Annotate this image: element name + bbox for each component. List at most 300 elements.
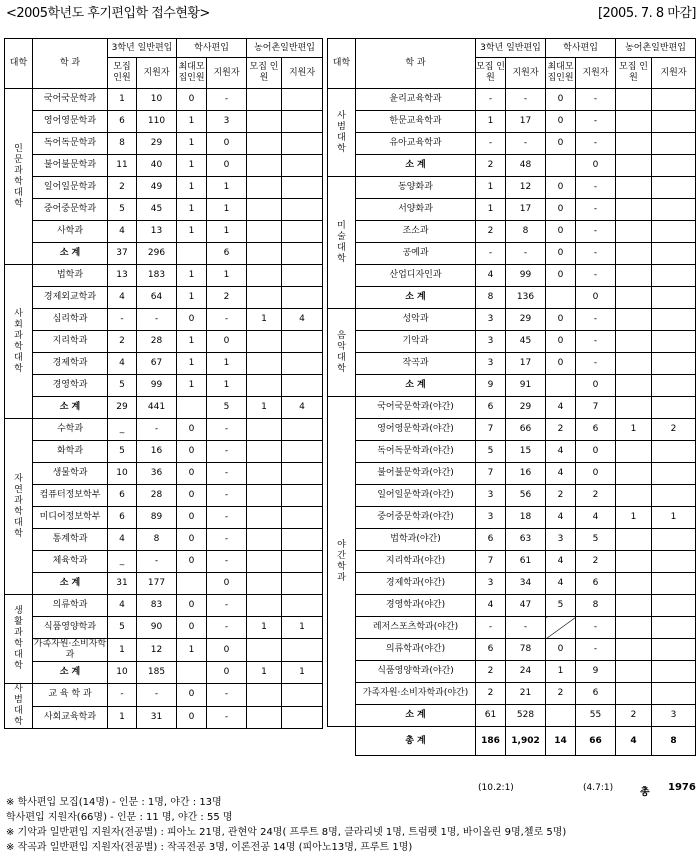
value-cell: - <box>576 221 616 243</box>
dept-cell: 소 계 <box>356 287 476 309</box>
grand-total-value: 1,902 <box>506 727 546 756</box>
group-header: 3학년 일반편입 <box>108 39 177 58</box>
note-line: ※ 작곡과 일반편입 지원자(전공별) : 작곡전공 3명, 이론전공 14명 (피아노13명, 프루트 1명) <box>6 842 413 853</box>
dept-cell: 국어국문학과(야간) <box>356 397 476 419</box>
value-cell <box>616 595 652 617</box>
value-cell: _ <box>108 551 137 573</box>
value-cell <box>616 617 652 639</box>
table-row <box>5 155 323 177</box>
value-cell <box>282 573 323 595</box>
value-cell: - <box>506 617 546 639</box>
table-row <box>328 287 696 309</box>
table-row <box>328 199 696 221</box>
value-cell <box>282 463 323 485</box>
value-cell: 1 <box>108 706 137 729</box>
value-cell: - <box>137 684 177 707</box>
dept-cell: 중어중문학과(야간) <box>356 507 476 529</box>
dept-cell: 소 계 <box>356 705 476 727</box>
college-char: 회 <box>14 319 23 330</box>
value-cell <box>282 199 323 221</box>
value-cell: 1 <box>616 507 652 529</box>
college-cell <box>5 89 33 265</box>
value-cell: 6 <box>476 397 506 419</box>
value-cell: 0 <box>576 441 616 463</box>
value-cell: 4 <box>282 309 323 331</box>
college-char: 사 <box>14 684 23 694</box>
college-char: 과 <box>14 628 23 638</box>
value-cell: 10 <box>108 662 137 684</box>
table-row <box>328 463 696 485</box>
college-char: 대 <box>337 242 346 253</box>
notes <box>6 795 566 855</box>
dept-cell: 독어독문학과(야간) <box>356 441 476 463</box>
value-cell: - <box>207 617 247 639</box>
table-row <box>328 221 696 243</box>
quota-header: 모집 인원 <box>108 58 137 89</box>
dept-cell: 가족자원·소비자학과 <box>33 639 107 660</box>
table-row <box>5 662 323 684</box>
value-cell <box>616 177 652 199</box>
value-cell <box>247 639 282 662</box>
value-cell: 2 <box>546 419 576 441</box>
value-cell <box>616 243 652 265</box>
table-row <box>328 133 696 155</box>
value-cell: 28 <box>137 331 177 353</box>
value-cell: - <box>207 684 247 707</box>
table-row <box>328 375 696 397</box>
value-cell: 1 <box>177 155 207 177</box>
value-cell <box>652 177 696 199</box>
value-cell <box>282 331 323 353</box>
value-cell: 1 <box>207 221 247 243</box>
college-cell <box>328 397 356 727</box>
value-cell: 0 <box>177 463 207 485</box>
value-cell: - <box>476 243 506 265</box>
college-char: 과 <box>14 495 23 506</box>
value-cell: 185 <box>137 662 177 684</box>
value-cell: 6 <box>576 683 616 705</box>
value-cell <box>247 441 282 463</box>
value-cell <box>247 375 282 397</box>
value-cell: 10 <box>137 89 177 111</box>
college-char: 술 <box>337 231 346 242</box>
dept-cell: 공예과 <box>356 243 476 265</box>
college-cell <box>328 309 356 397</box>
dept-cell: 서양화과 <box>356 199 476 221</box>
value-cell: 48 <box>506 155 546 177</box>
value-cell: 4 <box>546 573 576 595</box>
college-cell <box>5 595 33 684</box>
group-header: 농어촌일반편입 <box>616 39 696 58</box>
value-cell: 0 <box>207 573 247 595</box>
value-cell: 0 <box>546 177 576 199</box>
value-cell: 4 <box>546 441 576 463</box>
value-cell: 0 <box>177 529 207 551</box>
table-row <box>328 705 696 727</box>
value-cell: 0 <box>177 595 207 617</box>
value-cell: 7 <box>576 397 616 419</box>
college-char: 대 <box>14 352 23 363</box>
value-cell <box>247 463 282 485</box>
value-cell: 3 <box>476 309 506 331</box>
dept-cell: 유아교육학과 <box>356 133 476 155</box>
value-cell: - <box>506 89 546 111</box>
applicants-header: 지원자 <box>282 58 323 89</box>
value-cell <box>652 551 696 573</box>
college-char: 학 <box>14 506 23 517</box>
value-cell: 2 <box>476 155 506 177</box>
value-cell <box>282 529 323 551</box>
value-cell: - <box>576 331 616 353</box>
table-row <box>328 309 696 331</box>
value-cell: 61 <box>506 551 546 573</box>
value-cell <box>616 265 652 287</box>
value-cell: 31 <box>137 706 177 729</box>
value-cell <box>177 662 207 684</box>
table-row <box>328 529 696 551</box>
dept-cell: 심리학과 <box>33 309 108 331</box>
table-row <box>5 353 323 375</box>
value-cell: - <box>207 309 247 331</box>
value-cell: 0 <box>546 331 576 353</box>
ratio-general: (10.2:1) <box>478 783 514 793</box>
value-cell: 6 <box>108 111 137 133</box>
value-cell: 5 <box>476 441 506 463</box>
overall-total-label: 총 <box>640 787 650 798</box>
dept-cell: 사회교육학과 <box>33 706 108 729</box>
table-row <box>5 639 323 662</box>
value-cell: 2 <box>476 221 506 243</box>
dept-cell: 소 계 <box>33 662 108 684</box>
table-row <box>328 353 696 375</box>
value-cell: 45 <box>137 199 177 221</box>
value-cell: 3 <box>476 331 506 353</box>
college-char: 과 <box>14 330 23 341</box>
value-cell: 17 <box>506 199 546 221</box>
dept-cell: 소 계 <box>356 375 476 397</box>
table-row <box>5 573 323 595</box>
dept-cell: 경영학과(야간) <box>356 595 476 617</box>
table-row <box>5 419 323 441</box>
header-row <box>5 39 323 58</box>
value-cell: 8 <box>506 221 546 243</box>
value-cell <box>616 287 652 309</box>
header-row <box>328 39 696 58</box>
page-title: <2005학년도 후기편입학 접수현황> <box>6 6 210 21</box>
value-cell: 6 <box>576 419 616 441</box>
dept-cell: 지리학과(야간) <box>356 551 476 573</box>
quota-max-header: 최대모 집인원 <box>546 58 576 89</box>
dept-cell: 식품영양학과 <box>33 617 108 639</box>
value-cell: 45 <box>506 331 546 353</box>
value-cell: 1 <box>177 639 207 662</box>
value-cell: 0 <box>546 639 576 661</box>
table-row <box>5 331 323 353</box>
value-cell: - <box>576 177 616 199</box>
table-row <box>328 485 696 507</box>
value-cell <box>282 639 323 662</box>
table-row <box>328 89 696 111</box>
value-cell <box>616 155 652 177</box>
value-cell <box>652 111 696 133</box>
value-cell: 4 <box>576 507 616 529</box>
value-cell: 78 <box>506 639 546 661</box>
value-cell: 8 <box>137 529 177 551</box>
value-cell <box>652 265 696 287</box>
dept-cell: 독어독문학과 <box>33 133 108 155</box>
table-row <box>328 617 696 639</box>
value-cell: 1 <box>108 639 137 662</box>
value-cell <box>652 397 696 419</box>
value-cell: 3 <box>546 529 576 551</box>
value-cell: 1 <box>177 331 207 353</box>
value-cell: 17 <box>506 353 546 375</box>
value-cell: 2 <box>576 551 616 573</box>
value-cell <box>652 199 696 221</box>
col-dept-header: 학 과 <box>356 39 476 89</box>
dept-cell: 소 계 <box>33 573 108 595</box>
table-row <box>5 507 323 529</box>
value-cell: 0 <box>207 639 247 662</box>
dept-cell: 생물학과 <box>33 463 108 485</box>
value-cell: - <box>207 463 247 485</box>
value-cell: 2 <box>576 485 616 507</box>
value-cell: - <box>207 441 247 463</box>
value-cell <box>546 617 576 639</box>
value-cell <box>282 551 323 573</box>
value-cell: 1 <box>177 287 207 309</box>
value-cell: 2 <box>616 705 652 727</box>
grand-total-label: 총 계 <box>356 727 476 756</box>
dept-cell: 소 계 <box>33 397 108 419</box>
value-cell <box>247 243 282 265</box>
value-cell: 34 <box>506 573 546 595</box>
value-cell: 1 <box>282 662 323 684</box>
dept-cell: 컴퓨터정보학부 <box>33 485 108 507</box>
value-cell: 6 <box>576 573 616 595</box>
value-cell: 0 <box>546 133 576 155</box>
value-cell: 4 <box>108 353 137 375</box>
right-table <box>327 38 696 756</box>
value-cell <box>282 111 323 133</box>
college-char: 학 <box>337 363 346 374</box>
value-cell: 2 <box>652 419 696 441</box>
table-row <box>328 243 696 265</box>
table-row <box>5 243 323 265</box>
value-cell <box>282 485 323 507</box>
value-cell: 1 <box>177 133 207 155</box>
college-char: 범 <box>14 695 23 705</box>
value-cell: 9 <box>476 375 506 397</box>
value-cell: 17 <box>506 111 546 133</box>
table-row <box>5 265 323 287</box>
value-cell: 4 <box>108 595 137 617</box>
value-cell: 37 <box>108 243 137 265</box>
value-cell: 1 <box>247 309 282 331</box>
value-cell: 10 <box>108 463 137 485</box>
value-cell: 1 <box>177 111 207 133</box>
value-cell <box>652 617 696 639</box>
value-cell: 8 <box>108 133 137 155</box>
table-row <box>328 441 696 463</box>
value-cell <box>247 287 282 309</box>
dept-cell: 불어불문학과 <box>33 155 108 177</box>
value-cell: 8 <box>476 287 506 309</box>
table-row <box>328 683 696 705</box>
value-cell: 29 <box>108 397 137 419</box>
group-header: 농어촌일반편입 <box>247 39 323 58</box>
value-cell: 0 <box>546 243 576 265</box>
group-header: 3학년 일반편입 <box>476 39 546 58</box>
value-cell: 9 <box>576 661 616 683</box>
value-cell: - <box>137 551 177 573</box>
table-row <box>328 551 696 573</box>
quota-header: 모집 인원 <box>247 58 282 89</box>
value-cell <box>247 419 282 441</box>
value-cell <box>247 684 282 707</box>
value-cell: 16 <box>137 441 177 463</box>
value-cell: 56 <box>506 485 546 507</box>
table-row <box>328 397 696 419</box>
value-cell <box>616 661 652 683</box>
value-cell <box>282 177 323 199</box>
dept-cell: 산업디자인과 <box>356 265 476 287</box>
value-cell: 47 <box>506 595 546 617</box>
grand-total-value: 186 <box>476 727 506 756</box>
value-cell: - <box>108 684 137 707</box>
value-cell <box>247 133 282 155</box>
value-cell: 1 <box>652 507 696 529</box>
value-cell: 110 <box>137 111 177 133</box>
value-cell: _ <box>108 419 137 441</box>
value-cell <box>247 595 282 617</box>
value-cell: 24 <box>506 661 546 683</box>
value-cell: 7 <box>476 419 506 441</box>
dept-cell: 경제학과(야간) <box>356 573 476 595</box>
value-cell: 6 <box>476 529 506 551</box>
dept-cell: 일어일문학과(야간) <box>356 485 476 507</box>
value-cell: 29 <box>506 397 546 419</box>
value-cell: 67 <box>137 353 177 375</box>
value-cell: - <box>576 639 616 661</box>
dept-cell: 지리학과 <box>33 331 108 353</box>
value-cell <box>247 507 282 529</box>
value-cell <box>652 221 696 243</box>
value-cell: - <box>137 309 177 331</box>
value-cell: - <box>506 133 546 155</box>
table-row <box>328 155 696 177</box>
value-cell: 1 <box>247 662 282 684</box>
dept-cell: 중어중문학과 <box>33 199 108 221</box>
grand-total-value: 4 <box>616 727 652 756</box>
value-cell: 5 <box>108 375 137 397</box>
college-char: 간 <box>337 550 346 561</box>
value-cell <box>652 89 696 111</box>
table-row <box>5 177 323 199</box>
value-cell: 1 <box>177 353 207 375</box>
blank-cell <box>328 727 356 756</box>
value-cell <box>546 155 576 177</box>
value-cell: 1 <box>207 265 247 287</box>
table-row <box>5 375 323 397</box>
dept-cell: 의류학과(야간) <box>356 639 476 661</box>
value-cell: - <box>207 551 247 573</box>
value-cell: 13 <box>137 221 177 243</box>
value-cell: 0 <box>546 265 576 287</box>
value-cell <box>652 331 696 353</box>
value-cell: 61 <box>476 705 506 727</box>
value-cell: - <box>108 309 137 331</box>
college-char: 활 <box>14 617 23 627</box>
value-cell: 2 <box>476 683 506 705</box>
value-cell <box>616 463 652 485</box>
dept-cell: 수학과 <box>33 419 108 441</box>
value-cell: 2 <box>108 177 137 199</box>
value-cell: 0 <box>177 551 207 573</box>
value-cell <box>546 287 576 309</box>
college-cell <box>5 684 33 729</box>
dept-cell: 경제학과 <box>33 353 108 375</box>
value-cell: 63 <box>506 529 546 551</box>
college-char: 학 <box>337 253 346 264</box>
table-row <box>328 111 696 133</box>
value-cell: 4 <box>476 595 506 617</box>
college-char: 자 <box>14 473 23 484</box>
value-cell: 1 <box>207 177 247 199</box>
value-cell: - <box>476 133 506 155</box>
value-cell <box>247 221 282 243</box>
value-cell: 4 <box>546 551 576 573</box>
value-cell: - <box>476 617 506 639</box>
dept-cell: 한문교육학과 <box>356 111 476 133</box>
value-cell <box>247 177 282 199</box>
table-row <box>5 199 323 221</box>
value-cell <box>247 111 282 133</box>
ratio-bachelor: (4.7:1) <box>583 783 614 793</box>
college-char: 대 <box>14 517 23 528</box>
table-row <box>5 485 323 507</box>
value-cell: 31 <box>108 573 137 595</box>
college-char: 대 <box>337 352 346 363</box>
value-cell: 528 <box>506 705 546 727</box>
value-cell: 1 <box>207 199 247 221</box>
dept-cell: 일어일문학과 <box>33 177 108 199</box>
value-cell: 2 <box>476 661 506 683</box>
value-cell: 0 <box>177 617 207 639</box>
value-cell: 7 <box>476 551 506 573</box>
college-char: 대 <box>14 650 23 660</box>
value-cell <box>616 683 652 705</box>
college-char: 학 <box>14 717 23 727</box>
value-cell: 49 <box>137 177 177 199</box>
value-cell <box>652 463 696 485</box>
value-cell: 4 <box>282 397 323 419</box>
table-row <box>328 331 696 353</box>
grand-total-value: 14 <box>546 727 576 756</box>
value-cell: 0 <box>177 706 207 729</box>
table-row <box>5 287 323 309</box>
value-cell: 13 <box>108 265 137 287</box>
value-cell: 1 <box>546 661 576 683</box>
quota-header: 모집 인원 <box>616 58 652 89</box>
value-cell <box>282 706 323 729</box>
college-char: 학 <box>14 363 23 374</box>
value-cell: 1 <box>108 89 137 111</box>
value-cell: 5 <box>108 617 137 639</box>
col-college-header: 대학 <box>5 39 33 89</box>
value-cell <box>616 573 652 595</box>
value-cell: 3 <box>476 353 506 375</box>
